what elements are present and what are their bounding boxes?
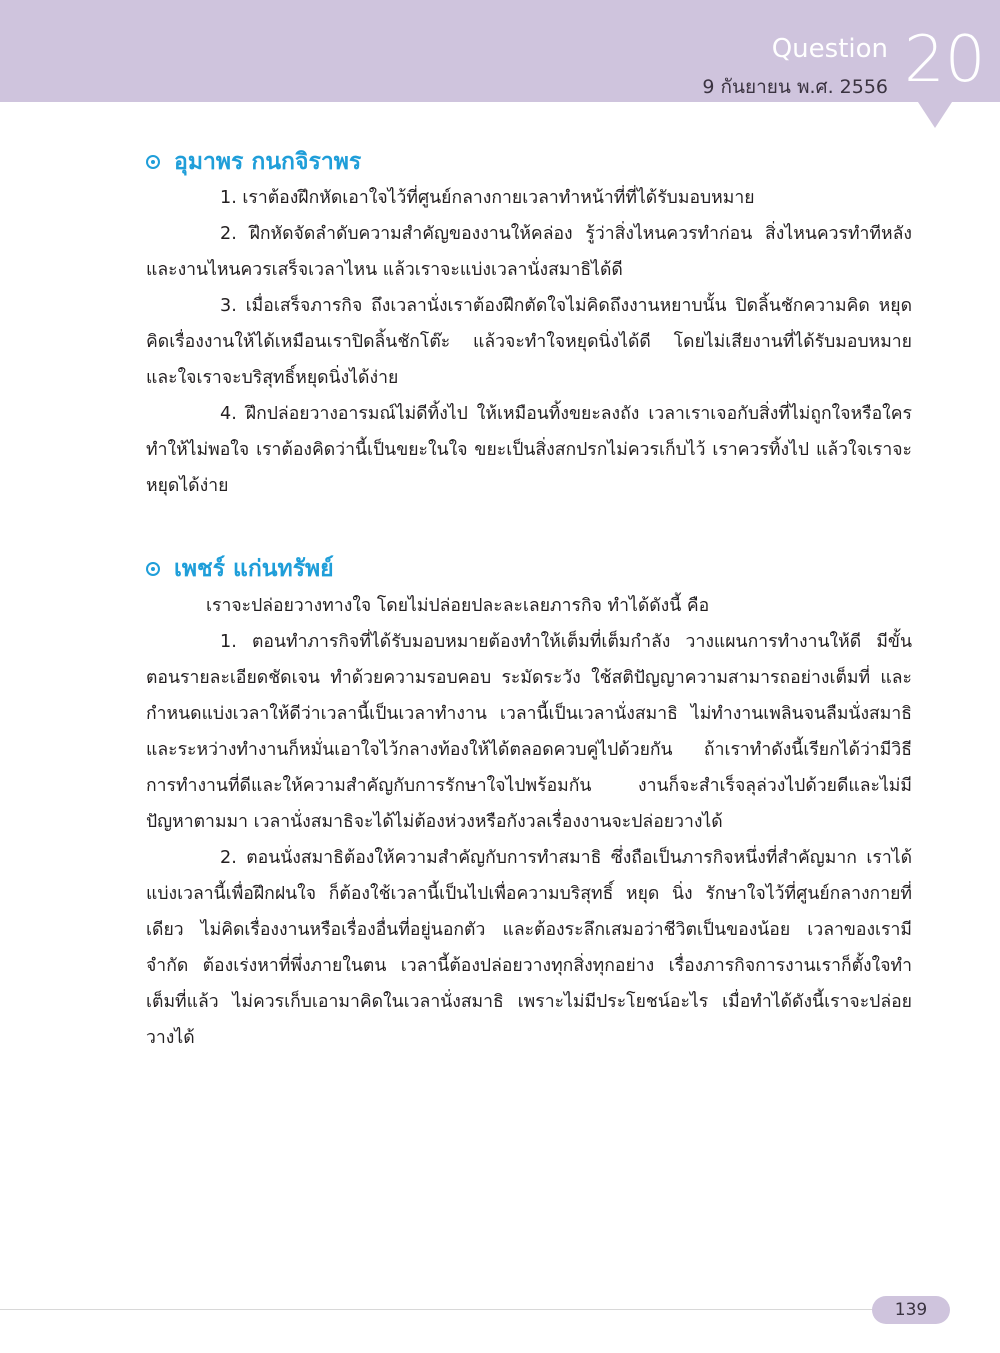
section-heading-1 [146, 144, 361, 180]
header-banner [0, 0, 1000, 102]
section-2-body [146, 588, 912, 1056]
target-bullet-icon [146, 562, 160, 576]
paragraph: 1. ตอนทำภารกิจที่ได้รับมอบหมายต้องทำให้เต็มที่เต็มกำลัง วางแผนการทำงานให้ดี มีขั้นตอนรายละเอียดชัดเจน ทำด้วยความรอบคอบ ระมัดระวัง ใช้สติปัญญาความสามารถอย่างเต็มที่ และกำหนดแบ่งเวลาให้ดีว่าเวลานี้เป็นเวลาทำงาน เวลานี้เป็นเวลานั่งสมาธิ ไม่ทำงานเพลินจนลืมนั่งสมาธิ และระหว่างทำงานก็หมั่นเอาใจไว้กลางท้องให้ได้ตลอดควบคู่ไปด้วยกัน ถ้าเราทำดังนี้เรียกได้ว่ามีวิธีการทำงานที่ดีและให้ความสำคัญกับการรักษาใจไปพร้อมกัน งานก็จะสำเร็จลุล่วงไปด้วยดีและไม่มีปัญหาตามมา เวลานั่งสมาธิจะได้ไม่ต้องห่วงหรือกังวลเรื่องงานจะปล่อยวางได้ [146, 632, 912, 832]
intro-paragraph: เราจะปล่อยวางทางใจ โดยไม่ปล่อยปละละเลยภารกิจ ทำได้ดังนี้ คือ [206, 596, 710, 616]
section-1-body [146, 180, 912, 504]
paragraph: 2. ฝึกหัดจัดลำดับความสำคัญของงานให้คล่อง รู้ว่าสิ่งไหนควรทำก่อน สิ่งไหนควรทำทีหลัง และงานไหนควรเสร็จเวลาไหน แล้วเราจะแบ่งเวลานั่งสมาธิได้ดี [146, 224, 912, 280]
footer-divider [0, 1309, 880, 1310]
section-heading-2 [146, 551, 334, 587]
section-heading-text: อุมาพร กนกจิราพร [174, 149, 362, 175]
paragraph: 3. เมื่อเสร็จภารกิจ ถึงเวลานั่งเราต้องฝึกตัดใจไม่คิดถึงงานหยาบนั้น ปิดลิ้นชักความคิด หยุดคิดเรื่องงานให้ได้เหมือนเราปิดลิ้นชักโต๊ะ แล้วจะทำใจหยุดนิ่งได้ดี โดยไม่เสียงานที่ได้รับมอบหมาย และใจเราจะบริสุทธิ์หยุดนิ่งได้ง่าย [146, 296, 912, 388]
paragraph: 2. ตอนนั่งสมาธิต้องให้ความสำคัญกับการทำสมาธิ ซึ่งถือเป็นภารกิจหนึ่งที่สำคัญมาก เราได้แบ่งเวลานี้เพื่อฝึกฝนใจ ก็ต้องใช้เวลานี้เป็นไปเพื่อความบริสุทธิ์ หยุด นิ่ง รักษาใจไว้ที่ศูนย์กลางกายที่เดียว ไม่คิดเรื่องงานหรือเรื่องอื่นที่อยู่นอกตัว และต้องระลึกเสมอว่าชีวิตเป็นของน้อย เวลาของเรามีจำกัด ต้องเร่งหาที่พึ่งภายในตน เวลานี้ต้องปล่อยวางทุกสิ่งทุกอย่าง เรื่องภารกิจการงานเราก็ตั้งใจทำเต็มที่แล้ว ไม่ควรเก็บเอามาคิดในเวลานั่งสมาธิ เพราะไม่มีประโยชน์อะไร เมื่อทำได้ดังนี้เราจะปล่อยวางได้ [146, 848, 912, 1048]
page-number: 139 [872, 1296, 950, 1324]
question-label: Question [771, 34, 888, 64]
target-bullet-icon [146, 155, 160, 169]
paragraph: 1. เราต้องฝึกหัดเอาใจไว้ที่ศูนย์กลางกายเวลาทำหน้าที่ที่ได้รับมอบหมาย [220, 188, 755, 208]
paragraph: 4. ฝึกปล่อยวางอารมณ์ไม่ดีทิ้งไป ให้เหมือนทิ้งขยะลงถัง เวลาเราเจอกับสิ่งที่ไม่ถูกใจหรือใครทำให้ไม่พอใจ เราต้องคิดว่านี้เป็นขยะในใจ ขยะเป็นสิ่งสกปรกไม่ควรเก็บไว้ เราควรทิ้งไป แล้วใจเราจะหยุดได้ง่าย [146, 404, 912, 496]
question-date: 9 กันยายน พ.ศ. 2556 [702, 76, 888, 98]
banner-pointer [918, 102, 952, 128]
section-heading-text: เพชร์ แก่นทรัพย์ [174, 556, 334, 582]
question-number: 20 [904, 23, 986, 97]
